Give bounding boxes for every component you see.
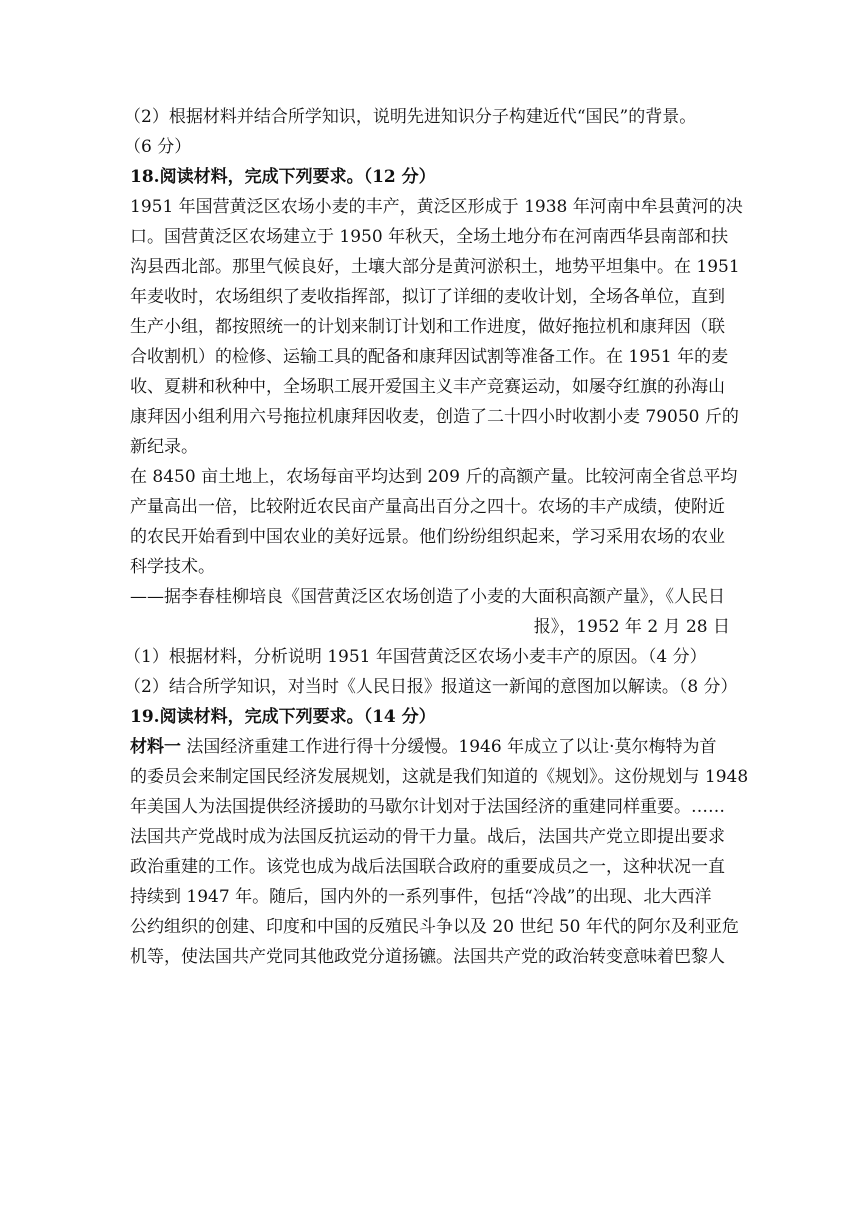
q18-material-line: 生产小组，都按照统一的计划来制订计划和工作进度，做好拖拉机和康拜因（联 bbox=[130, 317, 725, 337]
q18-material-line: 在 8450 亩土地上，农场每亩平均达到 209 斤的高额产量。比较河南全省总平均 bbox=[130, 467, 738, 487]
q19-material-text: 法国经济重建工作进行得十分缓慢。1946 年成立了以让·莫尔梅特为首 bbox=[181, 737, 717, 757]
q19-material-label: 材料一 bbox=[130, 737, 181, 757]
q18-source-line1: ——据李春桂柳培良《国营黄泛区农场创造了小麦的大面积高额产量》，《人民日 bbox=[130, 587, 725, 607]
q19-material-line: 的委员会来制定国民经济发展规划，这就是我们知道的《规划》。这份规划与 1948 bbox=[130, 767, 749, 787]
q17-part2-line1: （2）根据材料并结合所学知识，说明先进知识分子构建近代“国民”的背景。 bbox=[124, 107, 697, 127]
q18-material-line: 的农民开始看到中国农业的美好远景。他们纷纷组织起来，学习采用农场的农业 bbox=[130, 527, 725, 547]
exam-page bbox=[124, 102, 749, 972]
q18-material-line: 口。国营黄泛区农场建立于 1950 年秋天，全场土地分布在河南西华县南部和扶 bbox=[130, 227, 729, 247]
q19-material-line: 政治重建的工作。该党也成为战后法国联合政府的重要成员之一，这种状况一直 bbox=[130, 857, 725, 877]
q18-heading: 18.阅读材料，完成下列要求。（12 分） bbox=[130, 167, 436, 187]
q18-material-line: 收、夏耕和秋种中，全场职工展开爱国主义丰产竞赛运动，如屡夺红旗的孙海山 bbox=[130, 377, 725, 397]
q18-material-line: 合收割机）的检修、运输工具的配备和康拜因试割等准备工作。在 1951 年的麦 bbox=[130, 347, 729, 367]
q18-question1: （1）根据材料，分析说明 1951 年国营黄泛区农场小麦丰产的原因。（4 分） bbox=[124, 647, 707, 667]
q19-heading: 19.阅读材料，完成下列要求。（14 分） bbox=[130, 707, 436, 727]
q18-source-line2: 报》，1952 年 2 月 28 日 bbox=[533, 617, 730, 637]
q19-material-line: 机等，使法国共产党同其他政党分道扬镳。法国共产党的政治转变意味着巴黎人 bbox=[130, 947, 725, 967]
q17-part2-line2: （6 分） bbox=[124, 137, 192, 157]
q19-material-line: 年美国人为法国提供经济援助的马歇尔计划对于法国经济的重建同样重要。…… bbox=[130, 797, 725, 817]
q18-material-line: 新纪录。 bbox=[130, 437, 198, 457]
q19-material bbox=[130, 732, 749, 972]
q18-material-line: 1951 年国营黄泛区农场小麦的丰产，黄泛区形成于 1938 年河南中牟县黄河的决 bbox=[130, 197, 743, 217]
q18-question2: （2）结合所学知识，对当时《人民日报》报道这一新闻的意图加以解读。（8 分） bbox=[124, 677, 738, 697]
q18-material-line: 产量高出一倍，比较附近农民亩产量高出百分之四十。农场的丰产成绩，使附近 bbox=[130, 497, 725, 517]
q18-material-line: 年麦收时，农场组织了麦收指挥部，拟订了详细的麦收计划，全场各单位，直到 bbox=[130, 287, 725, 307]
q19-material-first-line bbox=[130, 732, 730, 762]
q18-material-line: 沟县西北部。那里气候良好，土壤大部分是黄河淤积土，地势平坦集中。在 1951 bbox=[130, 257, 740, 277]
q18-material-line: 康拜因小组利用六号拖拉机康拜因收麦，创造了二十四小时收割小麦 79050 斤的 bbox=[130, 407, 739, 427]
q19-material-line: 法国共产党战时成为法国反抗运动的骨干力量。战后，法国共产党立即提出要求 bbox=[130, 827, 725, 847]
q19-material-line: 公约组织的创建、印度和中国的反殖民斗争以及 20 世纪 50 年代的阿尔及利亚危 bbox=[130, 917, 739, 937]
q18-material-line: 科学技术。 bbox=[130, 557, 215, 577]
q18-material bbox=[130, 192, 743, 582]
q19-material-line: 持续到 1947 年。随后，国内外的一系列事件，包括“冷战”的出现、北大西洋 bbox=[130, 887, 712, 907]
